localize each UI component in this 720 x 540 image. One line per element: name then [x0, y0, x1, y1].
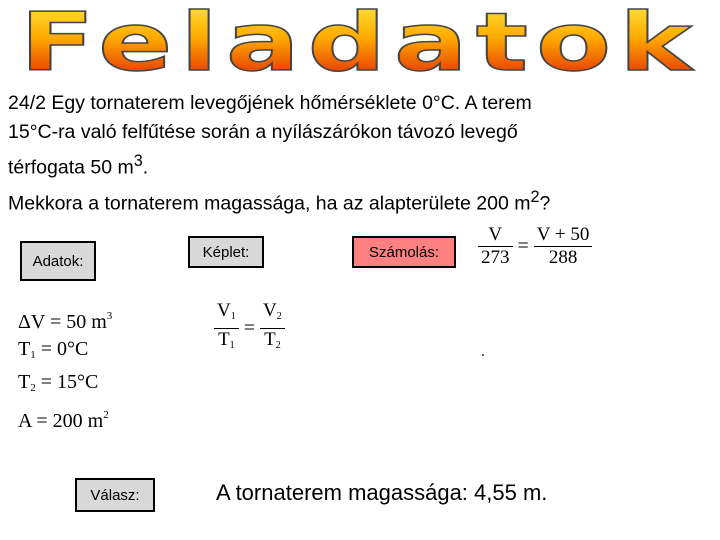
given-area: A = 200 $m^2$ — [18, 409, 109, 432]
given-t2: $T_2 = 15^\circ C$ — [18, 371, 99, 394]
given-values — [18, 300, 112, 432]
title-wordart — [0, 0, 720, 82]
problem-line-3: térfogata 50 $m^3$. — [8, 152, 149, 179]
calculation-equation — [478, 224, 592, 269]
formula-label-box: Képlet: — [188, 236, 264, 268]
given-t1: $T_1 = 0^\circ C$ — [18, 338, 89, 361]
problem-statement — [8, 89, 713, 218]
problem-line-2: 15°C-ra való felfűtése során a nyílászárókon távozó levegő — [8, 121, 518, 143]
formula-equals: = — [243, 317, 256, 339]
answer-label-box: Válasz: — [75, 478, 155, 512]
problem-line-4: Mekkora a tornaterem magassága, ha az alapterülete 200 $m^2$? — [8, 187, 551, 214]
calc-fraction-right: $\frac{V + 50}{288}$ — [534, 224, 593, 269]
formula-fraction-left: $\frac{V_1}{T_1}$ — [214, 300, 239, 357]
calc-fraction-left: $\frac{V}{273}$ — [478, 224, 513, 269]
formula-fraction-right: $\frac{V_2}{T_2}$ — [260, 300, 285, 357]
problem-line-1: 24/2 Egy tornaterem levegőjének hőmérséklete 0°C. A terem — [8, 92, 532, 114]
title-banner — [0, 0, 720, 82]
data-label-box: Adatok: — [20, 241, 96, 281]
answer-text: A tornaterem magassága: 4,55 m. — [216, 480, 548, 505]
calculation-label-box: Számolás: — [352, 236, 456, 268]
title-text: Feladatok — [20, 0, 700, 82]
calc-equals: = — [517, 235, 529, 257]
given-volume-change: ΔV = 50 $m^3$ — [18, 310, 113, 333]
stray-dot — [482, 354, 484, 356]
formula-equation — [214, 300, 285, 357]
